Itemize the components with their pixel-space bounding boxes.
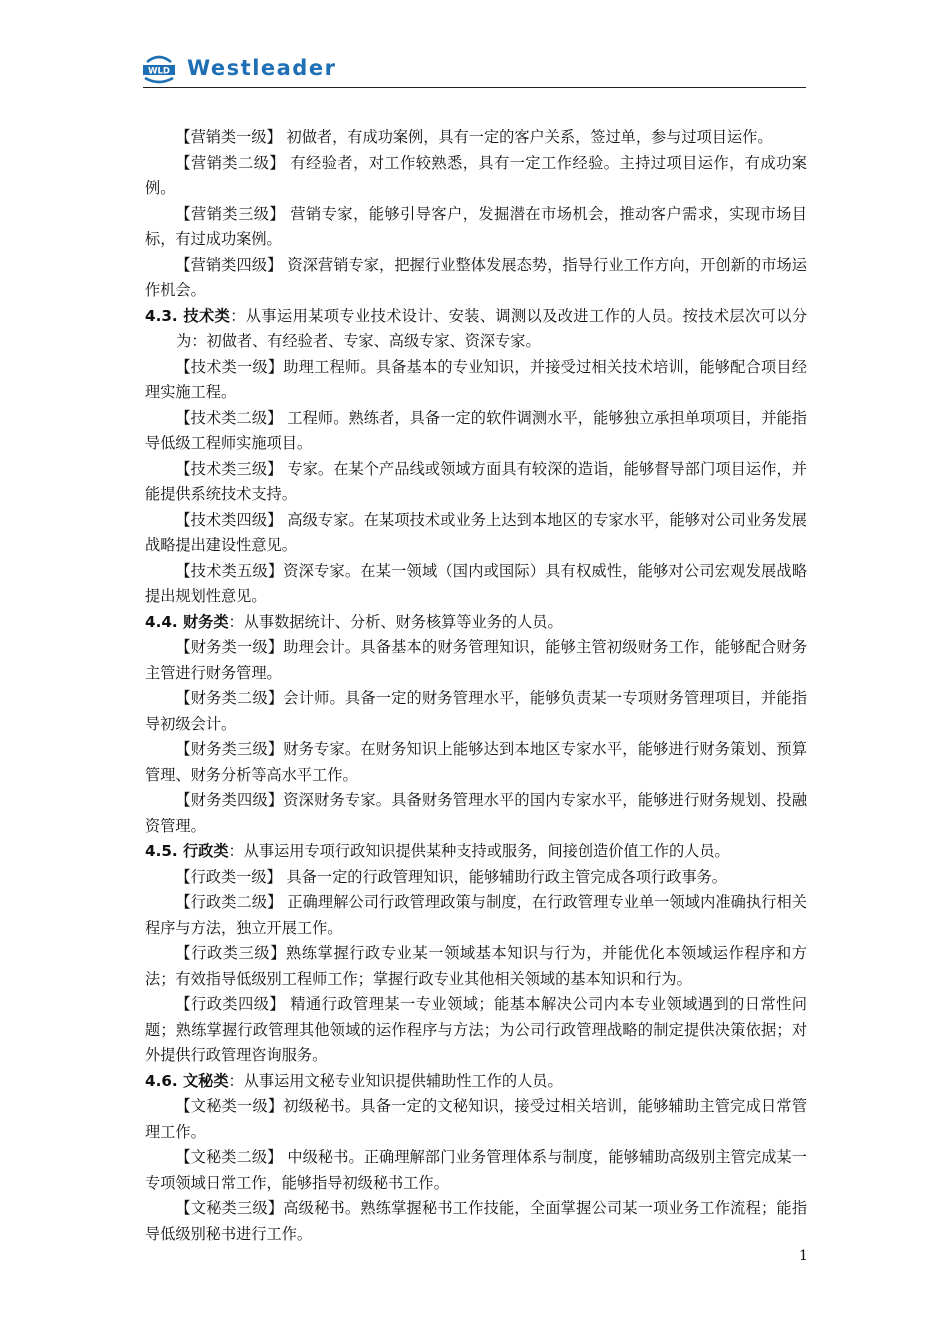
level-paragraph: 【财务类四级】资深财务专家。具备财务管理水平的国内专家水平，能够进行财务规划、投融资管理。 (145, 791, 807, 835)
level-paragraph: 【技术类二级】 工程师。熟练者，具备一定的软件调测水平，能够独立承担单项项目，并能指导低级工程师实施项目。 (145, 408, 807, 452)
level-paragraph: 【营销类三级】 营销专家，能够引导客户，发掘潜在市场机会，推动客户需求，实现市场目标，有过成功案例。 (145, 204, 807, 248)
section-heading-title (145, 1072, 229, 1090)
level-paragraph: 【行政类三级】熟练掌握行政专业某一领域基本知识与行为，并能优化本领域运作程序和方法；有效指导低级别工程师工作；掌握行政专业其他相关领域的基本知识和行为。 (145, 944, 807, 988)
page-number: 1 (799, 1248, 808, 1264)
section-heading (145, 839, 807, 865)
level-paragraph: 【财务类二级】会计师。具备一定的财务管理水平，能够负责某一专项财务管理项目，并能指导初级会计。 (145, 689, 807, 733)
level-paragraph: 【文秘类一级】初级秘书。具备一定的文秘知识，接受过相关培训，能够辅助主管完成日常管理工作。 (145, 1097, 807, 1141)
section-description: ：从事运用专项行政知识提供某种支持或服务，间接创造价值工作的人员。 (228, 842, 730, 860)
header-divider (143, 87, 806, 88)
section-heading (145, 1069, 807, 1095)
section-title: 技术类 (183, 306, 231, 325)
section-title: 文秘类 (182, 1071, 229, 1090)
section-heading (145, 304, 807, 355)
section-number: 4.4. (145, 612, 178, 631)
level-paragraph: 【行政类一级】 具备一定的行政管理知识，能够辅助行政主管完成各项行政事务。 (175, 867, 727, 886)
section-description: ：从事数据统计、分析、财务核算等业务的人员。 (228, 612, 563, 631)
level-paragraph: 【技术类三级】 专家。在某个产品线或领域方面具有较深的造诣，能够督导部门项目运作，并能提供系统技术支持。 (145, 459, 807, 503)
level-paragraph: 【营销类二级】 有经验者，对工作较熟悉，具有一定工作经验。主持过项目运作，有成功案例。 (145, 153, 807, 197)
section-title: 财务类 (182, 612, 229, 631)
section-title: 行政类 (182, 842, 229, 860)
level-paragraph: 【行政类四级】 精通行政管理某一专业领域；能基本解决公司内本专业领域遇到的日常性问题；熟练掌握行政管理其他领域的运作程序与方法；为公司行政管理战略的制定提供决策依据；对外提供行政管理咨询服务。 (145, 995, 807, 1064)
level-paragraph: 【文秘类三级】高级秘书。熟练掌握秘书工作技能，全面掌握公司某一项业务工作流程；能指导低级别秘书进行工作。 (145, 1199, 807, 1243)
level-paragraph: 【技术类一级】助理工程师。具备基本的专业知识，并接受过相关技术培训，能够配合项目经理实施工程。 (145, 357, 807, 401)
level-paragraph: 【技术类四级】 高级专家。在某项技术或业务上达到本地区的专家水平，能够对公司业务发展战略提出建设性意见。 (145, 510, 807, 554)
section-description: ：从事运用文秘专业知识提供辅助性工作的人员。 (228, 1071, 563, 1090)
section-number: 4.6. (145, 1071, 178, 1090)
level-paragraph: 【文秘类二级】 中级秘书。正确理解部门业务管理体系与制度，能够辅助高级别主管完成某一专项领域日常工作，能够指导初级秘书工作。 (145, 1148, 807, 1192)
level-paragraph: 【营销类一级】 初做者，有成功案例，具有一定的客户关系，签过单，参与过项目运作。 (175, 128, 773, 146)
section-number: 4.3. (145, 306, 178, 325)
section-heading-title (145, 842, 229, 860)
level-paragraph: 【财务类一级】助理会计。具备基本的财务管理知识，能够主管初级财务工作，能够配合财务主管进行财务管理。 (145, 638, 807, 682)
section-description: ：从事运用某项专业技术设计、安装、调测以及改进工作的人员。按技术层次可以分为：初做者、有经验者、专家、高级专家、资深专家。 (176, 306, 808, 350)
section-heading (145, 610, 807, 636)
level-paragraph: 【营销类四级】 资深营销专家，把握行业整体发展态势，指导行业工作方向，开创新的市场运作机会。 (145, 255, 807, 299)
page-header (143, 50, 806, 88)
westleader-logo-icon (143, 54, 175, 84)
level-paragraph: 【技术类五级】资深专家。在某一领域（国内或国际）具有权威性，能够对公司宏观发展战略提出规划性意见。 (145, 561, 807, 605)
company-logo-text: Westleader (187, 56, 337, 80)
section-heading-title (145, 613, 229, 631)
level-paragraph: 【财务类三级】财务专家。在财务知识上能够达到本地区专家水平，能够进行财务策划、预算管理、财务分析等高水平工作。 (145, 740, 807, 784)
document-body (145, 125, 807, 1247)
logo-mark-text: WLD (148, 66, 170, 77)
section-heading-title (145, 307, 230, 325)
level-paragraph: 【行政类二级】 正确理解公司行政管理政策与制度，在行政管理专业单一领域内准确执行相关程序与方法，独立开展工作。 (145, 893, 807, 937)
section-number: 4.5. (145, 842, 178, 860)
